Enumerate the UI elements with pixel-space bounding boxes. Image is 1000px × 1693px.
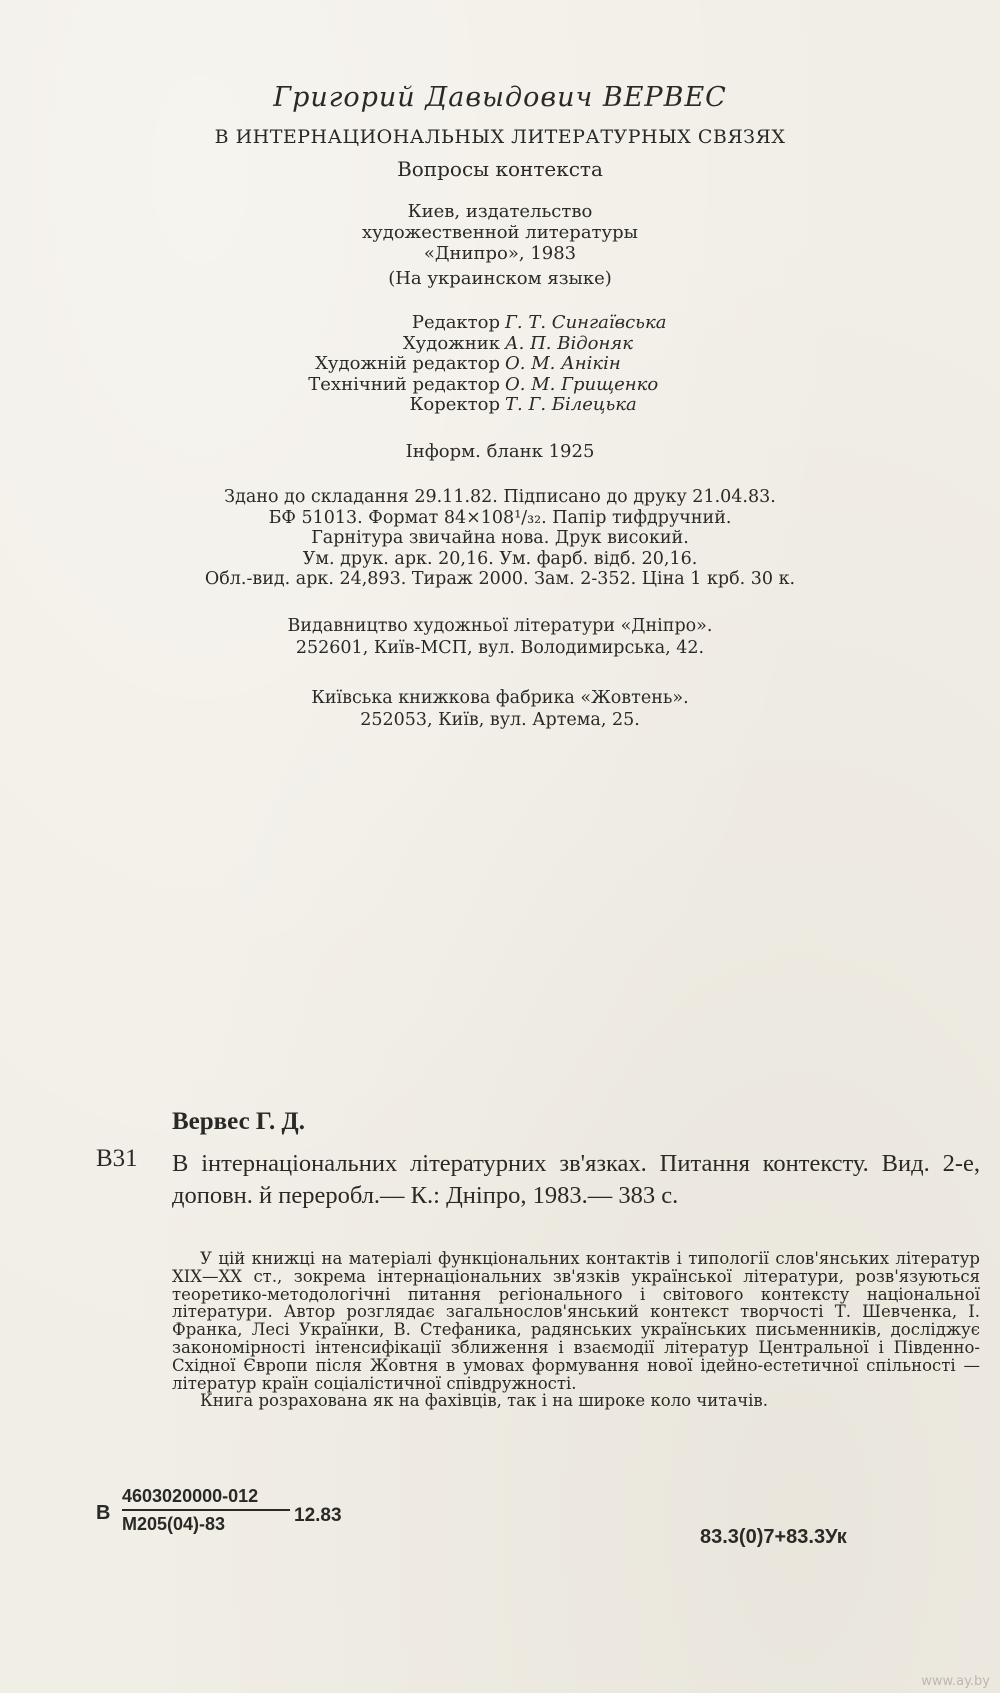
language-note: (На украинском языке): [388, 268, 612, 289]
annotation: [172, 1250, 980, 1410]
credit-name: А. П. Відоняк: [505, 332, 633, 354]
publisher-line: Киев, издательство: [407, 201, 593, 222]
credit-role: Художній редактор: [315, 353, 500, 374]
credit-role: Технічний редактор: [308, 373, 500, 395]
publisher-address: [0, 616, 1000, 660]
index-numerator: 4603020000-012: [122, 1486, 290, 1511]
author-name: Григорий Давыдович ВЕРВЕС: [273, 82, 727, 113]
catalog-card-code: В31: [96, 1145, 138, 1172]
watermark: www.ay.by: [921, 1674, 990, 1689]
index-date: 12.83: [294, 1505, 342, 1526]
technical-details: [0, 487, 1000, 590]
printer-address-line: Київська книжкова фабрика «Жовтень».: [311, 688, 689, 708]
inform-blank: Інформ. бланк 1925: [405, 441, 595, 462]
tech-line: БФ 51013. Формат 84×108¹/₃₂. Папір тифдручний.: [268, 507, 732, 528]
annotation-audience: Книга розрахована як на фахівців, так і на широке коло читачів.: [200, 1391, 768, 1411]
printer-address-line: 252053, Київ, вул. Артема, 25.: [360, 710, 640, 730]
credit-role: Коректор: [409, 394, 500, 415]
tech-line: Гарнітура звичайна нова. Друк високий.: [311, 528, 689, 548]
publisher-address-line: 252601, Київ-МСП, вул. Володимирська, 42.: [295, 638, 705, 658]
printer-address: [0, 688, 1000, 732]
credit-row: [0, 394, 1000, 415]
book-subtitle: Вопросы контекста: [397, 157, 603, 181]
publisher-line: художественной литературы: [362, 222, 638, 243]
publisher-address-line: Видавництво художньої літератури «Дніпро».: [287, 616, 713, 636]
tech-line: Обл.-вид. арк. 24,893. Тираж 2000. Зам. 2-352. Ціна 1 крб. 30 к.: [204, 569, 796, 589]
bbk-classification: 83.3(0)7+83.3Ук: [700, 1526, 847, 1548]
annotation-paragraph: У цій книжці на матеріалі функціональних контактів і типології слов'янських літератур XIX—XX ст., зокрема інтернаціональних зв'язків української літератури, розв'язуються теоретико-методологічні питання регіонального і світового контексту національної літератури. Автор розглядає загальнослов'янський контекст творчості Т. Шевченка, І. Франка, Лесі Українки, В. Стефаника, радянських українських письменників, досліджує закономірності інтенсифікації зближення і взаємодії літератур Центральної і Південно-Східної Європи після Жовтня в умовах формування нової ідейно-естетичної спільності — літератур країн соціалістичної співдружності.: [172, 1249, 980, 1393]
book-title: В ИНТЕРНАЦИОНАЛЬНЫХ ЛИТЕРАТУРНЫХ СВЯЗЯХ: [214, 126, 786, 148]
credit-row: [0, 312, 1000, 333]
catalog-card-author: Вервес Г. Д.: [172, 1108, 305, 1135]
credit-name: О. М. Анікін: [505, 353, 621, 374]
tech-line: Здано до складання 29.11.82. Підписано до друку 21.04.83.: [224, 487, 776, 507]
credit-role: Редактор: [411, 312, 500, 333]
credit-role: Художник: [402, 332, 500, 354]
catalog-card-title: В інтернаціональних літературних зв'язках. Питання контексту. Вид. 2-е, доповн. й переробл.— К.: Дніпро, 1983.— 383 с.: [172, 1150, 980, 1209]
index-denominator: М205(04)-83: [122, 1514, 226, 1534]
credit-name: Г. Т. Сингаївська: [505, 312, 667, 333]
credit-name: Т. Г. Білецька: [505, 394, 637, 415]
credit-row: [0, 333, 1000, 354]
credit-row: [0, 374, 1000, 395]
tech-line: Ум. друк. арк. 20,16. Ум. фарб. відб. 20,16.: [302, 548, 698, 569]
credit-row: [0, 353, 1000, 374]
index-letter: В: [96, 1502, 111, 1524]
publisher-line: «Днипро», 1983: [423, 243, 577, 264]
credit-name: О. М. Грищенко: [505, 373, 659, 395]
credits-block: [0, 312, 1000, 415]
